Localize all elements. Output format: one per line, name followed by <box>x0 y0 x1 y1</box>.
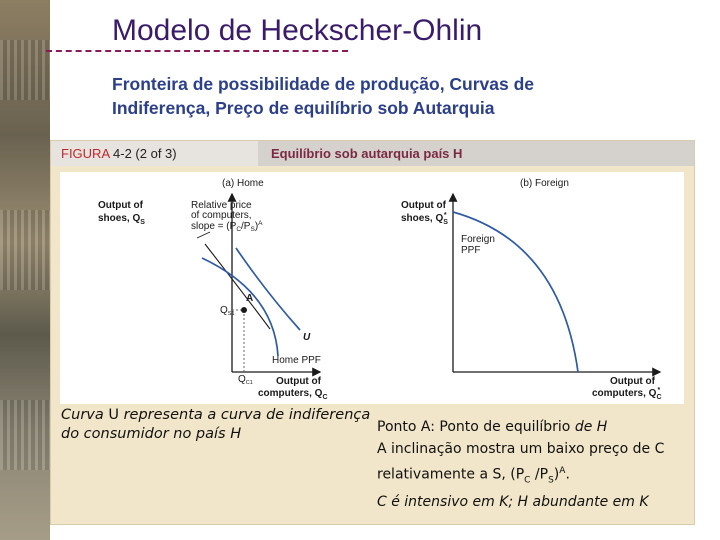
panel-a-y-axis-label-line2: shoes, $Q_S$ <box>98 213 145 226</box>
panel-b-y-axis-label-line1: Output of <box>401 200 446 211</box>
foreign-ppf-label-line1: Foreign <box>461 234 495 245</box>
figure-caption: Equilíbrio sob autarquia país H <box>271 146 463 161</box>
figure-header <box>51 141 694 166</box>
panel-a-y-axis-label-line1: Output of <box>98 200 143 211</box>
y-tick-qs1: $Q_{S1}$ <box>220 305 235 317</box>
panel-b-x-axis-label-line2: computers, $Q_C*$ <box>592 387 662 401</box>
panel-a-title: (a) Home <box>222 178 264 189</box>
diagram-area <box>60 172 684 404</box>
price-note-line2: of computers, <box>191 210 252 221</box>
slide-subtitle: Fronteira de possibilidade de produção, Curvas de Indiferença, Preço de equilíbrio sob Autarquia <box>112 74 535 118</box>
x-tick-qc1: $Q_{C1}$ <box>238 374 253 386</box>
photo-band <box>0 400 50 470</box>
home-ppf-curve <box>202 258 278 356</box>
price-note-line1: Relative price <box>191 200 252 211</box>
figure-panel <box>50 140 695 525</box>
slide-title: Modelo de Heckscher-Ohlin <box>112 14 483 47</box>
figure-label-word: FIGURA <box>61 146 110 161</box>
panel-b-title: (b) Foreign <box>520 178 569 189</box>
note-factor-intensity: C é intensivo em K; H abundante em K <box>377 494 649 511</box>
panel-b-y-axis-label-line2: shoes, $Q_S*$ <box>401 212 448 226</box>
panel-b-x-axis-label-line1: Output of <box>610 376 655 387</box>
price-note-line3: slope = $(P_C/P_S)^A$ <box>191 220 263 233</box>
photo-band <box>0 210 50 290</box>
equilibrium-point-a <box>241 307 247 313</box>
hecksher-ohlin-diagram <box>60 172 684 404</box>
photo-band <box>0 40 50 100</box>
curve-u-label: U <box>303 332 311 343</box>
note-slope: A inclinação mostra um baixo preço de C relativamente a S, ($P_C$ $/P_S)^A$. <box>377 441 665 486</box>
figure-label <box>51 141 258 166</box>
point-a-label: A <box>246 293 254 304</box>
home-ppf-label: Home PPF <box>272 355 321 366</box>
price-note-pointer <box>197 232 210 238</box>
foreign-ppf-label-line2: PPF <box>461 245 481 256</box>
panel-a-x-axis-label-line2: computers, $Q_C$ <box>258 388 328 401</box>
price-line <box>205 244 270 329</box>
panel-a-x-axis-label-line1: Output of <box>276 376 321 387</box>
figure-label-number: 4-2 (2 of 3) <box>109 146 177 161</box>
indifference-note: Curva U representa a curva de indiferença do consumidor no país H <box>61 407 371 442</box>
equilibrium-notes <box>377 416 692 513</box>
decorative-side-photo <box>0 0 50 540</box>
title-underline <box>46 50 348 52</box>
note-point-a: Ponto A: Ponto de equilíbrio de H <box>377 419 608 435</box>
